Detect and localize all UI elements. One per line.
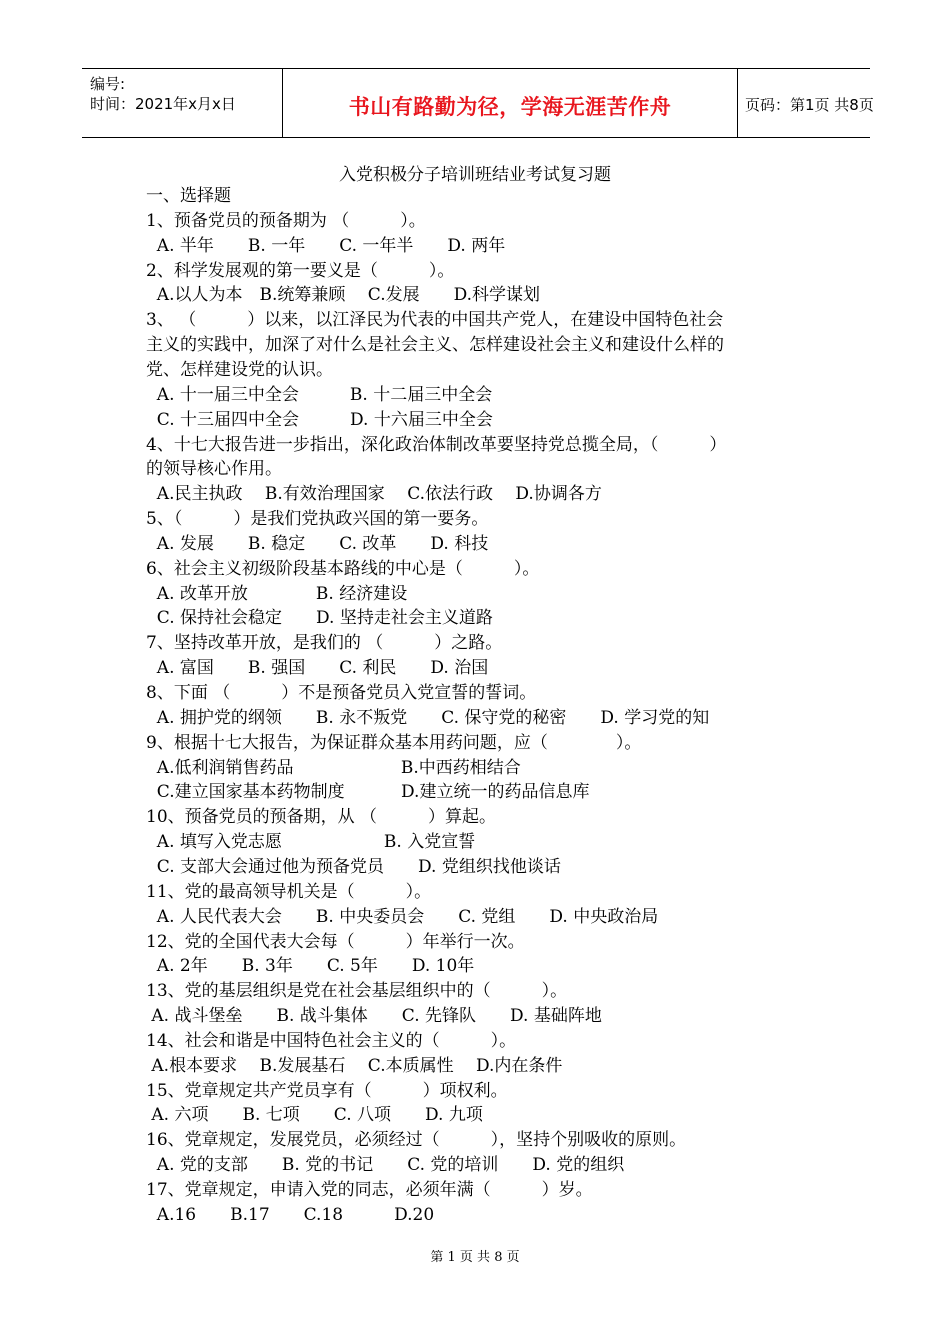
text-line: 9、根据十七大报告，为保证群众基本用药问题，应（ ）。: [146, 732, 642, 753]
text-line: 一、选择题: [146, 186, 231, 206]
text-line: 5、（ ）是我们党执政兴国的第一要务。: [146, 509, 489, 530]
text-line: A. 发展 B. 稳定 C. 改革 D. 科技: [146, 533, 489, 554]
text-line: A. 半年 B. 一年 C. 一年半 D. 两年: [146, 235, 506, 256]
text-line: C. 保持社会稳定 D. 坚持走社会主义道路: [146, 608, 493, 629]
text-line: A. 改革开放 B. 经济建设: [146, 583, 408, 604]
text-line: A. 填写入党志愿 B. 入党宣誓: [146, 832, 476, 853]
document-date-label: 时间：2021年x月x日: [90, 95, 236, 113]
text-line: 3、 （ ）以来，以江泽民为代表的中国共产党人，在建设中国特色社会: [146, 310, 724, 331]
text-line: 1、预备党员的预备期为 （ ）。: [146, 210, 426, 231]
header-motto: 书山有路勤为径，学海无涯苦作舟: [348, 95, 672, 119]
text-line: 主义的实践中，加深了对什么是社会主义、怎样建设社会主义和建设什么样的: [146, 335, 724, 356]
text-line: A.16 B.17 C.18 D.20: [146, 1204, 435, 1225]
text-line: 12、党的全国代表大会每（ ）年举行一次。: [146, 931, 525, 952]
text-line: A. 人民代表大会 B. 中央委员会 C. 党组 D. 中央政治局: [146, 906, 659, 927]
text-line: 7、坚持改革开放，是我们的 （ ）之路。: [146, 633, 503, 654]
page-footer: 第 1 页 共 8 页: [430, 1250, 520, 1265]
page-header: [82, 68, 874, 138]
text-line: A. 战斗堡垒 B. 战斗集体 C. 先锋队 D. 基础阵地: [146, 1006, 602, 1027]
document-title: 入党积极分子培训班结业考试复习题: [339, 165, 611, 185]
text-line: A.民主执政 B.有效治理国家 C.依法行政 D.协调各方: [146, 484, 602, 505]
text-line: A. 十一届三中全会 B. 十二届三中全会: [146, 384, 493, 405]
text-line: 11、党的最高领导机关是（ ）。: [146, 881, 432, 902]
text-line: A. 六项 B. 七项 C. 八项 D. 九项: [146, 1105, 483, 1126]
text-line: C.建立国家基本药物制度 D.建立统一的药品信息库: [146, 782, 590, 803]
text-line: 党、怎样建设党的认识。: [146, 359, 333, 380]
text-line: A.根本要求 B.发展基石 C.本质属性 D.内在条件: [146, 1055, 563, 1076]
text-line: 的领导核心作用。: [146, 459, 282, 480]
text-line: A. 2年 B. 3年 C. 5年 D. 10年: [146, 956, 475, 977]
text-line: 2、科学发展观的第一要义是（ ）。: [146, 260, 455, 281]
header-page-info: 页码：第1页 共8页: [745, 96, 874, 114]
text-line: A. 拥护党的纲领 B. 永不叛党 C. 保守党的秘密 D. 学习党的知: [146, 707, 710, 728]
text-line: 16、党章规定，发展党员，必须经过（ ），坚持个别吸收的原则。: [146, 1130, 687, 1151]
text-line: 14、社会和谐是中国特色社会主义的（ ）。: [146, 1030, 517, 1051]
text-line: 6、社会主义初级阶段基本路线的中心是（ ）。: [146, 558, 540, 579]
header-right-cell: [737, 69, 874, 137]
text-line: 4、十七大报告进一步指出，深化政治体制改革要坚持党总揽全局，（ ）: [146, 434, 727, 455]
text-line: 15、党章规定共产党员享有（ ）项权利。: [146, 1080, 508, 1101]
text-line: 8、下面 （ ）不是预备党员入党宣誓的誓词。: [146, 683, 537, 703]
header-left-cell: [82, 69, 282, 137]
text-line: A.低利润销售药品 B.中西药相结合: [146, 757, 521, 778]
text-line: C. 支部大会通过他为预备党员 D. 党组织找他谈话: [146, 856, 561, 877]
header-motto-cell: [282, 69, 738, 137]
text-line: A. 党的支部 B. 党的书记 C. 党的培训 D. 党的组织: [146, 1155, 625, 1176]
document-number-label: 编号:: [90, 75, 126, 93]
text-line: 13、党的基层组织是党在社会基层组织中的（ ）。: [146, 981, 568, 1002]
text-line: 10、预备党员的预备期，从 （ ）算起。: [146, 807, 497, 828]
text-line: A. 富国 B. 强国 C. 利民 D. 治国: [146, 658, 489, 679]
text-line: A.以人为本 B.统筹兼顾 C.发展 D.科学谋划: [146, 285, 541, 306]
text-line: C. 十三届四中全会 D. 十六届三中全会: [146, 409, 493, 430]
text-line: 17、党章规定，申请入党的同志，必须年满（ ）岁。: [146, 1180, 593, 1200]
